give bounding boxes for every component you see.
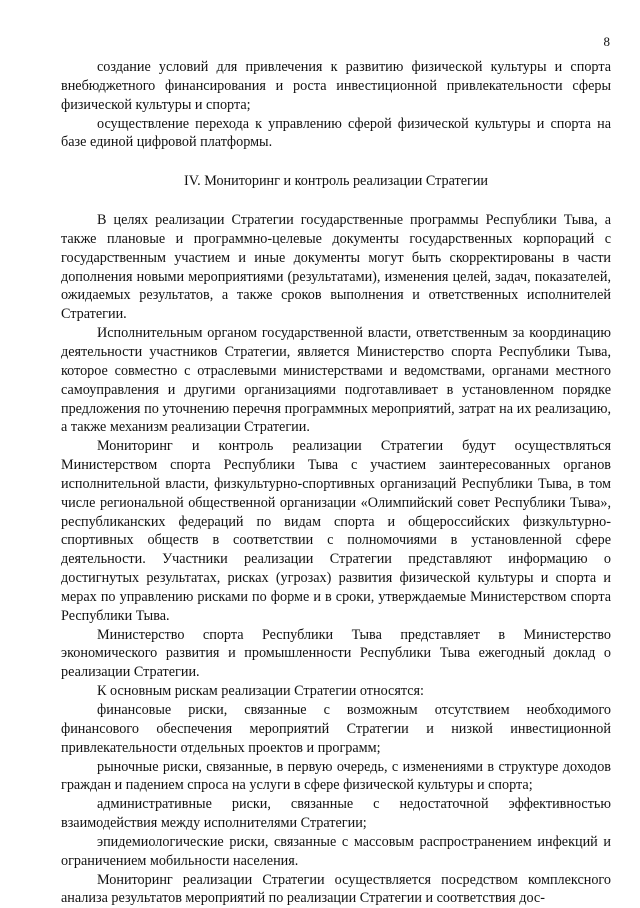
paragraph: осуществление перехода к управлению сферой физической культуры и спорта на базе единой цифровой платформы. <box>61 115 611 151</box>
paragraph: Мониторинг реализации Стратегии осуществляется посредством комплексного анализа результатов мероприятий по реализации Стратегии и соответствия дос- <box>61 871 611 907</box>
section-heading: IV. Мониторинг и контроль реализации Стратегии <box>183 173 489 190</box>
paragraph: создание условий для привлечения к развитию физической культуры и спорта внебюджетного финансирования и роста инвестиционной привлекательности сферы физической культуры и спорта; <box>61 59 611 113</box>
paragraph: Мониторинг и контроль реализации Стратегии будут осуществляться Министерством спорта Республики Тыва с участием заинтересованных органов исполнительной власти, физкультурно-спортивных организаций Республики Тыва, в том числе региональной общественной организации «Олимпийский совет Республики Тыва», республиканских федераций по видам спорта и общероссийских физкультурно-спортивных обществ в соответствии с полномочиями в установленной сфере деятельности. Участники реализации Стратегии представляют информацию о достигнутых результатах, рисках (угрозах) развития физической культуры и спорта и мерах по управлению рисками по форме и в сроки, утверждаемые Министерством спорта Республики Тыва. <box>61 438 611 624</box>
paragraph: К основным рискам реализации Стратегии относятся: <box>97 683 424 700</box>
list-item-paragraph: рыночные риски, связанные, в первую очередь, с изменениями в структуре доходов граждан и падением спроса на услуги в сфере физической культуры и спорта; <box>61 758 611 794</box>
paragraph: В целях реализации Стратегии государственные программы Республики Тыва, а также плановые и программно-целевые документы государственных корпораций с государственным участием и иные документы могут быть скорректированы в части дополнения новыми мероприятиями (результатами), изменения целей, задач, показателей, ожидаемых результатов, а также сроков выполнения и ответственных исполнителей Стратегии. <box>61 212 611 323</box>
paragraph: Министерство спорта Республики Тыва представляет в Министерство экономического развития и промышленности Республики Тыва ежегодный доклад о реализации Стратегии. <box>61 626 611 681</box>
paragraph: Исполнительным органом государственной власти, ответственным за координацию деятельности участников Стратегии, является Министерство спорта Республики Тыва, которое совместно с отраслевыми министерствами и ведомствами, органами местного самоуправления и другими организациями подготавливает в установленном порядке предложения по уточнению перечня программных мероприятий, затрат на их реализацию, а также механизм реализации Стратегии. <box>61 325 611 436</box>
page-number: 8 <box>603 34 610 49</box>
page-content <box>61 58 611 908</box>
list-item-paragraph: административные риски, связанные с недостаточной эффективностью взаимодействия между исполнителями Стратегии; <box>61 796 611 832</box>
list-item-paragraph: финансовые риски, связанные с возможным отсутствием необходимого финансового обеспечения мероприятий Стратегии и низкой инвестиционной привлекательности отдельных проектов и программ; <box>61 702 611 756</box>
list-item-paragraph: эпидемиологические риски, связанные с массовым распространением инфекций и ограничением мобильности населения. <box>61 833 611 869</box>
